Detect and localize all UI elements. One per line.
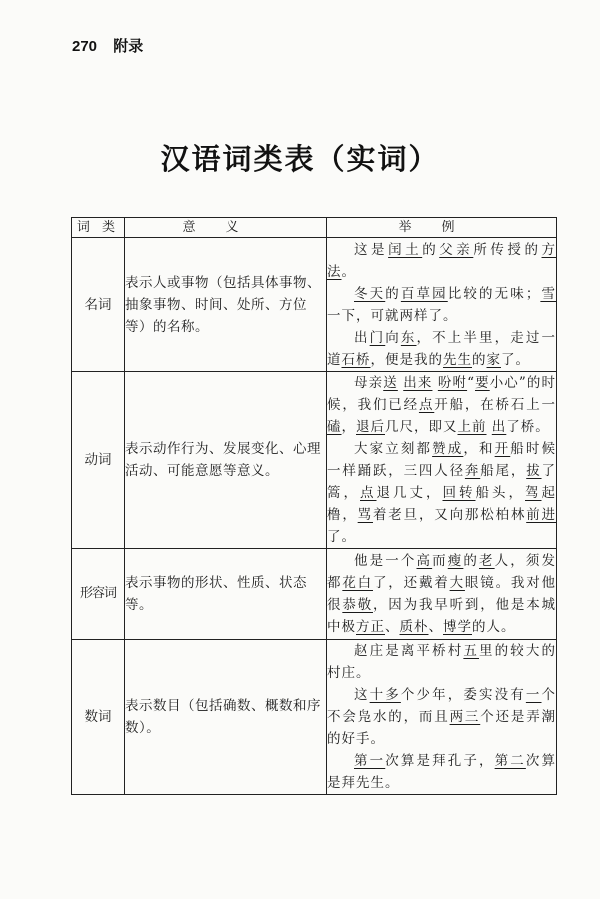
underlined-word: 前进 <box>526 507 557 523</box>
underlined-word: 高 <box>416 553 433 569</box>
underlined-word: 老 <box>479 553 495 569</box>
underlined-word: 出 <box>491 419 507 435</box>
example-sentence: 出门向东，不上半里，走过一道石桥，便是我的先生的家了。 <box>327 329 556 368</box>
page-number: 270 <box>72 38 98 55</box>
table-row <box>72 549 557 640</box>
section-label: 附录 <box>113 38 144 55</box>
underlined-word: 两三 <box>449 709 481 725</box>
underlined-word: 开 <box>494 441 511 457</box>
underlined-word: 东 <box>400 329 417 346</box>
underlined-word: 百草园 <box>400 285 448 302</box>
underlined-word: 点 <box>360 485 377 501</box>
underlined-word: 方法 <box>327 241 557 280</box>
underlined-word: 退后 <box>356 419 385 435</box>
header-meaning: 意义 <box>125 218 327 238</box>
underlined-word: 回转 <box>442 485 476 501</box>
underlined-word: 质朴 <box>399 619 429 635</box>
underlined-word: 恭敬 <box>342 597 373 613</box>
meaning-cell: 表示事物的形状、性质、状态等。 <box>125 549 327 640</box>
category-cell: 形容词 <box>72 549 125 640</box>
underlined-word: 雪 <box>540 285 556 302</box>
header-category: 词 类 <box>72 218 125 238</box>
category-cell: 名词 <box>72 238 125 372</box>
underlined-word: 石桥 <box>341 351 371 368</box>
underlined-word: 一 <box>525 687 542 703</box>
page-header <box>72 35 143 56</box>
underlined-word: 家 <box>486 351 501 368</box>
underlined-word: 十多 <box>369 687 401 703</box>
underlined-word: 骂 <box>357 507 373 523</box>
underlined-word: 吩咐 <box>437 375 468 391</box>
underlined-word: 门 <box>369 329 386 346</box>
underlined-word: 拔 <box>526 463 542 479</box>
underlined-word: 瘦 <box>447 553 464 569</box>
table-row <box>72 238 557 372</box>
header-examples: 举例 <box>327 218 557 238</box>
underlined-word: 磕 <box>327 419 342 435</box>
underlined-word: 驾 <box>525 485 542 501</box>
examples-cell <box>327 238 557 372</box>
underlined-word: 上前 <box>457 419 487 435</box>
meaning-cell: 表示数目（包括确数、概数和序数）。 <box>125 640 327 795</box>
underlined-word: 出来 <box>403 375 433 391</box>
page-title: 汉语词类表（实词） <box>160 142 440 176</box>
underlined-word: 花白 <box>342 575 373 591</box>
underlined-word: 五 <box>463 643 479 659</box>
underlined-word: 先生 <box>443 351 472 368</box>
examples-cell <box>327 549 557 640</box>
meaning-cell: 表示人或事物（包括具体事物、抽象事物、时间、处所、方位等）的名称。 <box>125 238 327 372</box>
examples-cell <box>327 640 557 795</box>
underlined-word: 闰土 <box>388 241 423 258</box>
examples-cell <box>327 372 557 549</box>
table-row <box>72 640 557 795</box>
word-class-table <box>71 217 557 795</box>
underlined-word: 要 <box>474 375 490 391</box>
example-sentence: 第一次算是拜孔子，第二次算是拜先生。 <box>327 753 556 791</box>
underlined-word: 点 <box>418 397 435 413</box>
example-sentence: 这是闰土的父亲所传授的方法。 <box>327 241 557 280</box>
example-sentence: 赵庄是离平桥村五里的较大的村庄。 <box>327 643 556 681</box>
table-header-row <box>72 218 557 238</box>
underlined-word: 方正 <box>356 619 385 635</box>
table-row <box>72 372 557 549</box>
example-sentence: 这十多个少年，委实没有一个不会凫水的，而且两三个还是弄潮的好手。 <box>327 687 557 747</box>
underlined-word: 送 <box>383 375 398 391</box>
underlined-word: 冬天 <box>354 285 386 302</box>
underlined-word: 父亲 <box>439 241 474 258</box>
category-cell: 动词 <box>72 372 125 549</box>
example-sentence: 大家立刻都赞成，和开船时候一样踊跃，三四人径奔船尾，拔了篙，点退几丈，回转船头，驾起橹，骂着老旦，又向那松柏林前进了。 <box>327 441 557 545</box>
underlined-word: 第二 <box>494 753 526 769</box>
underlined-word: 赞成 <box>432 441 464 457</box>
example-sentence: 冬天的百草园比较的无味；雪一下，可就两样了。 <box>327 285 556 324</box>
underlined-word: 博学 <box>443 619 472 635</box>
underlined-word: 第一 <box>354 753 386 769</box>
category-cell: 数词 <box>72 640 125 795</box>
underlined-word: 奔 <box>464 463 481 479</box>
meaning-cell: 表示动作行为、发展变化、心理活动、可能意愿等意义。 <box>125 372 327 549</box>
example-sentence: 母亲送 出来 吩咐“要小心”的时候，我们已经点开船，在桥石上一磕，退后几尺，即又上前 出了桥。 <box>327 375 557 435</box>
example-sentence: 他是一个高而瘦的老人，须发都花白了，还戴着大眼镜。我对他很恭敬，因为我早听到，他是本城中极方正、质朴、博学的人。 <box>327 553 557 635</box>
underlined-word: 大 <box>449 575 465 591</box>
